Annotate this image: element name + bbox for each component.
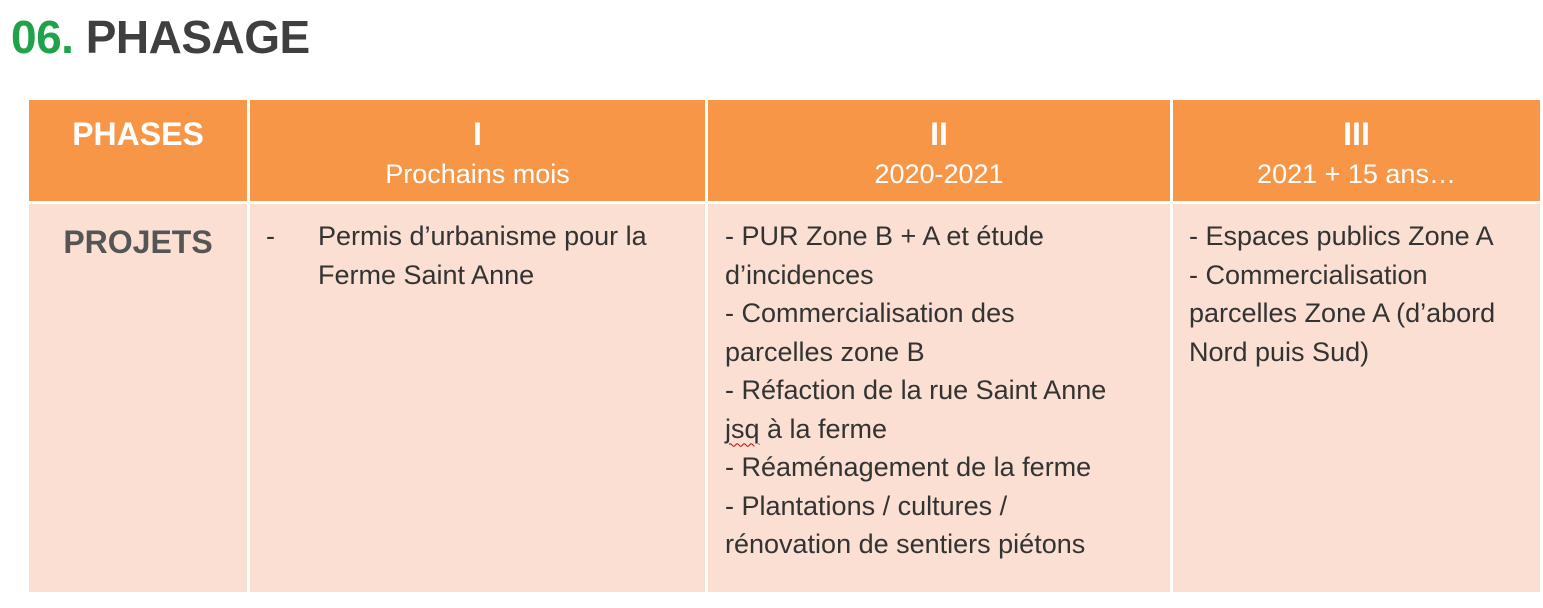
text-line: - PUR Zone B + A et étude xyxy=(725,221,1044,251)
text-line: - Commercialisation xyxy=(1189,259,1428,290)
phase-1-numeral: I xyxy=(473,116,482,152)
text-line xyxy=(725,410,1158,449)
header-phase-1 xyxy=(250,100,705,201)
section-title: PHASAGE xyxy=(85,11,310,63)
section-number: 06. xyxy=(11,11,74,63)
text-line: parcelles zone B xyxy=(725,336,925,367)
phase-3-projects xyxy=(1173,204,1540,592)
phase-1-period: Prochains mois xyxy=(385,159,570,189)
header-phase-2 xyxy=(708,100,1170,201)
text-line: rénovation de sentiers piétons xyxy=(725,529,1086,559)
phase-3-numeral: III xyxy=(1343,116,1370,152)
phase-3-period: 2021 + 15 ans… xyxy=(1257,159,1456,189)
header-phases-label: PHASES xyxy=(29,100,247,201)
header-phase-3 xyxy=(1173,100,1540,201)
text-line: - Espaces publics Zone A xyxy=(1189,221,1494,251)
text-line: Permis d’urbanisme pour la xyxy=(318,221,647,251)
phase-2-numeral: II xyxy=(930,116,948,152)
text-line: - Réfaction de la rue Saint Anne xyxy=(725,375,1107,405)
text-line: - Plantations / cultures / xyxy=(725,490,1008,521)
phase-2-projects xyxy=(708,204,1170,592)
text-line: d’incidences xyxy=(725,259,874,290)
text-fragment: à la ferme xyxy=(759,413,888,444)
list-item-text xyxy=(318,217,647,294)
list-item xyxy=(266,217,689,294)
page-title xyxy=(11,10,310,64)
phasing-table xyxy=(29,100,1534,592)
text-line: Nord puis Sud) xyxy=(1189,336,1370,367)
text-line: - Commercialisation des xyxy=(725,298,1015,328)
phase-2-period: 2020-2021 xyxy=(874,159,1004,189)
phase-1-projects xyxy=(250,204,705,592)
spellcheck-underlined-word: jsq xyxy=(725,413,760,444)
text-line: - Réaménagement de la ferme xyxy=(725,452,1092,482)
text-line: Ferme Saint Anne xyxy=(318,259,535,290)
bullet-dash: - xyxy=(266,221,275,251)
text-line: parcelles Zone A (d’abord xyxy=(1189,298,1496,328)
row-projets-label: PROJETS xyxy=(29,204,247,592)
